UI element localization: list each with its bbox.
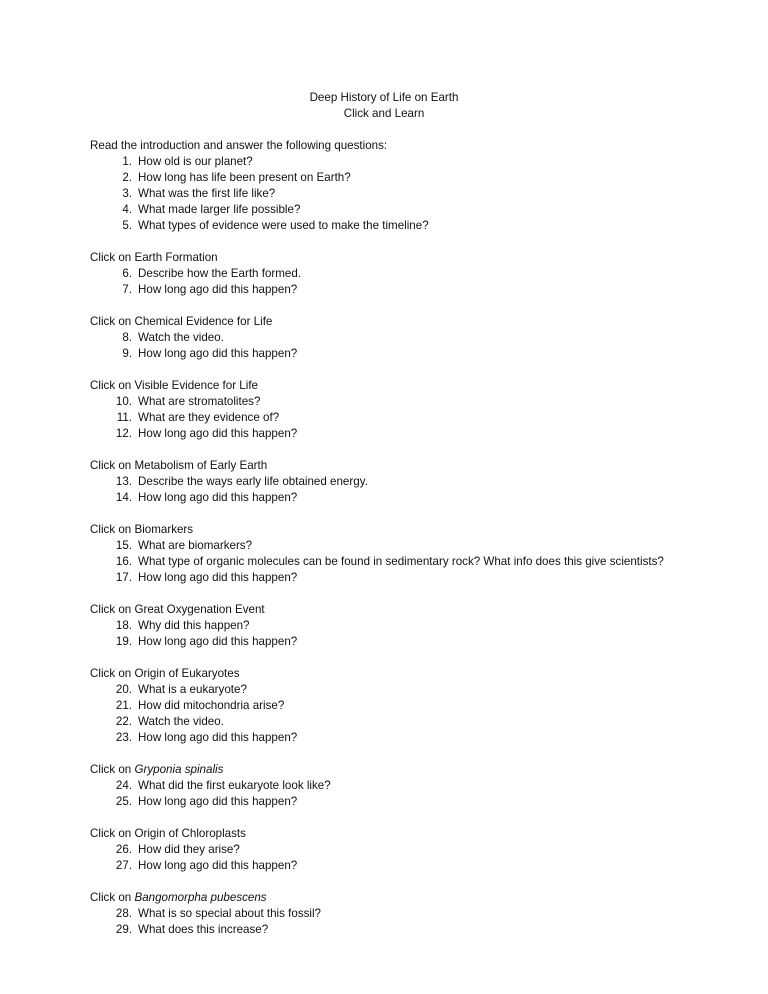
worksheet-section [90, 890, 730, 938]
question-text: What is a eukaryote? [138, 683, 247, 696]
question-item [90, 554, 730, 570]
question-text: How long ago did this happen? [138, 731, 298, 744]
question-item [90, 170, 730, 186]
section-heading-name: Origin of Eukaryotes [134, 667, 240, 680]
question-item [90, 218, 730, 234]
question-number: 11. [116, 411, 132, 424]
question-list [90, 682, 730, 746]
question-number: 20. [115, 683, 132, 696]
question-number: 15. [115, 539, 132, 552]
question-number: 9. [122, 347, 132, 360]
question-item [90, 618, 730, 634]
section-heading-name: Origin of Chloroplasts [134, 827, 246, 840]
question-text: What type of organic molecules can be found in sedimentary rock? What info does this give scientists? [138, 555, 664, 568]
question-list [90, 474, 730, 506]
question-text: What made larger life possible? [138, 203, 301, 216]
section-heading-prefix: Click on [90, 379, 135, 392]
question-list [90, 618, 730, 650]
question-item [90, 474, 730, 490]
worksheet-section [90, 666, 730, 746]
question-item [90, 490, 730, 506]
question-text: What are stromatolites? [138, 395, 261, 408]
question-item [90, 730, 730, 746]
section-heading-prefix: Click on [90, 667, 135, 680]
question-list [90, 842, 730, 874]
question-text: How long ago did this happen? [138, 795, 298, 808]
question-number: 6. [122, 267, 132, 280]
question-text: Watch the video. [138, 715, 224, 728]
question-number: 19. [115, 635, 132, 648]
question-number: 17. [115, 571, 132, 584]
section-heading-prefix: Click on [90, 763, 135, 776]
question-text: How long ago did this happen? [138, 427, 298, 440]
question-list [90, 538, 730, 586]
question-item [90, 282, 730, 298]
question-item [90, 410, 730, 426]
question-list [90, 906, 730, 938]
question-text: What did the first eukaryote look like? [138, 779, 331, 792]
question-number: 12. [115, 427, 132, 440]
question-list [90, 778, 730, 810]
question-number: 13. [115, 475, 132, 488]
question-text: What does this increase? [138, 923, 269, 936]
question-number: 18. [115, 619, 132, 632]
question-text: Why did this happen? [138, 619, 250, 632]
question-item [90, 794, 730, 810]
question-number: 21. [115, 699, 132, 712]
question-item [90, 394, 730, 410]
worksheet-section [90, 250, 730, 298]
worksheet-section [90, 314, 730, 362]
question-item [90, 778, 730, 794]
question-list [90, 394, 730, 442]
question-number: 8. [122, 331, 132, 344]
section-heading [90, 522, 730, 538]
section-heading-prefix: Click on [90, 315, 135, 328]
question-item [90, 266, 730, 282]
question-number: 26. [115, 843, 132, 856]
section-heading-name: Biomarkers [134, 523, 194, 536]
question-item [90, 202, 730, 218]
question-text: How long ago did this happen? [138, 283, 298, 296]
question-item [90, 186, 730, 202]
question-text: What are they evidence of? [138, 411, 280, 424]
section-heading [90, 458, 730, 474]
question-number: 5. [122, 219, 132, 232]
worksheet-section [90, 522, 730, 586]
question-number: 22. [115, 715, 132, 728]
question-text: Describe the ways early life obtained energy. [138, 475, 368, 488]
question-number: 4. [122, 203, 132, 216]
question-text: How long ago did this happen? [138, 859, 298, 872]
section-heading-prefix: Click on [90, 523, 135, 536]
title-block [0, 90, 768, 122]
section-heading-name: Metabolism of Early Earth [134, 459, 268, 472]
question-number: 24. [115, 779, 132, 792]
question-number: 3. [122, 187, 132, 200]
question-number: 29. [115, 923, 132, 936]
section-heading-name: Great Oxygenation Event [134, 603, 265, 616]
question-number: 28. [115, 907, 132, 920]
question-number: 1. [122, 155, 132, 168]
section-heading [90, 602, 730, 618]
section-heading [90, 890, 730, 906]
question-item [90, 698, 730, 714]
question-item [90, 570, 730, 586]
section-heading [90, 762, 730, 778]
section-heading-name: Earth Formation [134, 251, 218, 264]
question-item [90, 634, 730, 650]
question-number: 10. [115, 395, 132, 408]
question-list [90, 330, 730, 362]
section-heading-name: Visible Evidence for Life [134, 379, 258, 392]
worksheet-section [90, 458, 730, 506]
section-heading [90, 138, 730, 154]
section-heading-name: Gryponia spinalis [134, 763, 224, 776]
page-title: Deep History of Life on Earth [309, 91, 459, 104]
section-heading [90, 826, 730, 842]
question-item [90, 842, 730, 858]
question-item [90, 922, 730, 938]
question-text: How long has life been present on Earth? [138, 171, 351, 184]
question-number: 16. [115, 555, 132, 568]
worksheet-section [90, 602, 730, 650]
question-number: 23. [115, 731, 132, 744]
question-text: What was the first life like? [138, 187, 276, 200]
question-item [90, 426, 730, 442]
worksheet-body [90, 138, 730, 954]
question-text: How long ago did this happen? [138, 347, 298, 360]
worksheet-section [90, 138, 730, 234]
question-number: 25. [115, 795, 132, 808]
section-heading-name: Bangomorpha pubescens [134, 891, 267, 904]
question-item [90, 154, 730, 170]
section-heading-name: Chemical Evidence for Life [134, 315, 273, 328]
section-heading [90, 314, 730, 330]
question-item [90, 330, 730, 346]
section-heading-prefix: Click on [90, 459, 135, 472]
question-item [90, 714, 730, 730]
worksheet-section [90, 826, 730, 874]
page-subtitle: Click and Learn [343, 107, 425, 120]
question-list [90, 154, 730, 234]
section-heading [90, 666, 730, 682]
question-number: 2. [122, 171, 132, 184]
question-text: How long ago did this happen? [138, 571, 298, 584]
question-number: 27. [115, 859, 132, 872]
section-heading-prefix: Click on [90, 251, 135, 264]
section-heading [90, 250, 730, 266]
question-item [90, 346, 730, 362]
question-text: What is so special about this fossil? [138, 907, 322, 920]
question-text: How did they arise? [138, 843, 240, 856]
question-text: What are biomarkers? [138, 539, 253, 552]
section-heading-prefix: Click on [90, 603, 135, 616]
question-item [90, 682, 730, 698]
question-number: 7. [122, 283, 132, 296]
section-heading-prefix: Click on [90, 827, 135, 840]
section-heading-name: Read the introduction and answer the following questions: [90, 139, 388, 152]
question-text: What types of evidence were used to make the timeline? [138, 219, 429, 232]
worksheet-section [90, 378, 730, 442]
question-text: How long ago did this happen? [138, 491, 298, 504]
question-text: Watch the video. [138, 331, 224, 344]
question-item [90, 858, 730, 874]
question-text: How did mitochondria arise? [138, 699, 285, 712]
question-text: Describe how the Earth formed. [138, 267, 302, 280]
question-text: How old is our planet? [138, 155, 253, 168]
question-item [90, 906, 730, 922]
question-text: How long ago did this happen? [138, 635, 298, 648]
worksheet-section [90, 762, 730, 810]
question-item [90, 538, 730, 554]
question-list [90, 266, 730, 298]
section-heading [90, 378, 730, 394]
section-heading-prefix: Click on [90, 891, 135, 904]
question-number: 14. [115, 491, 132, 504]
